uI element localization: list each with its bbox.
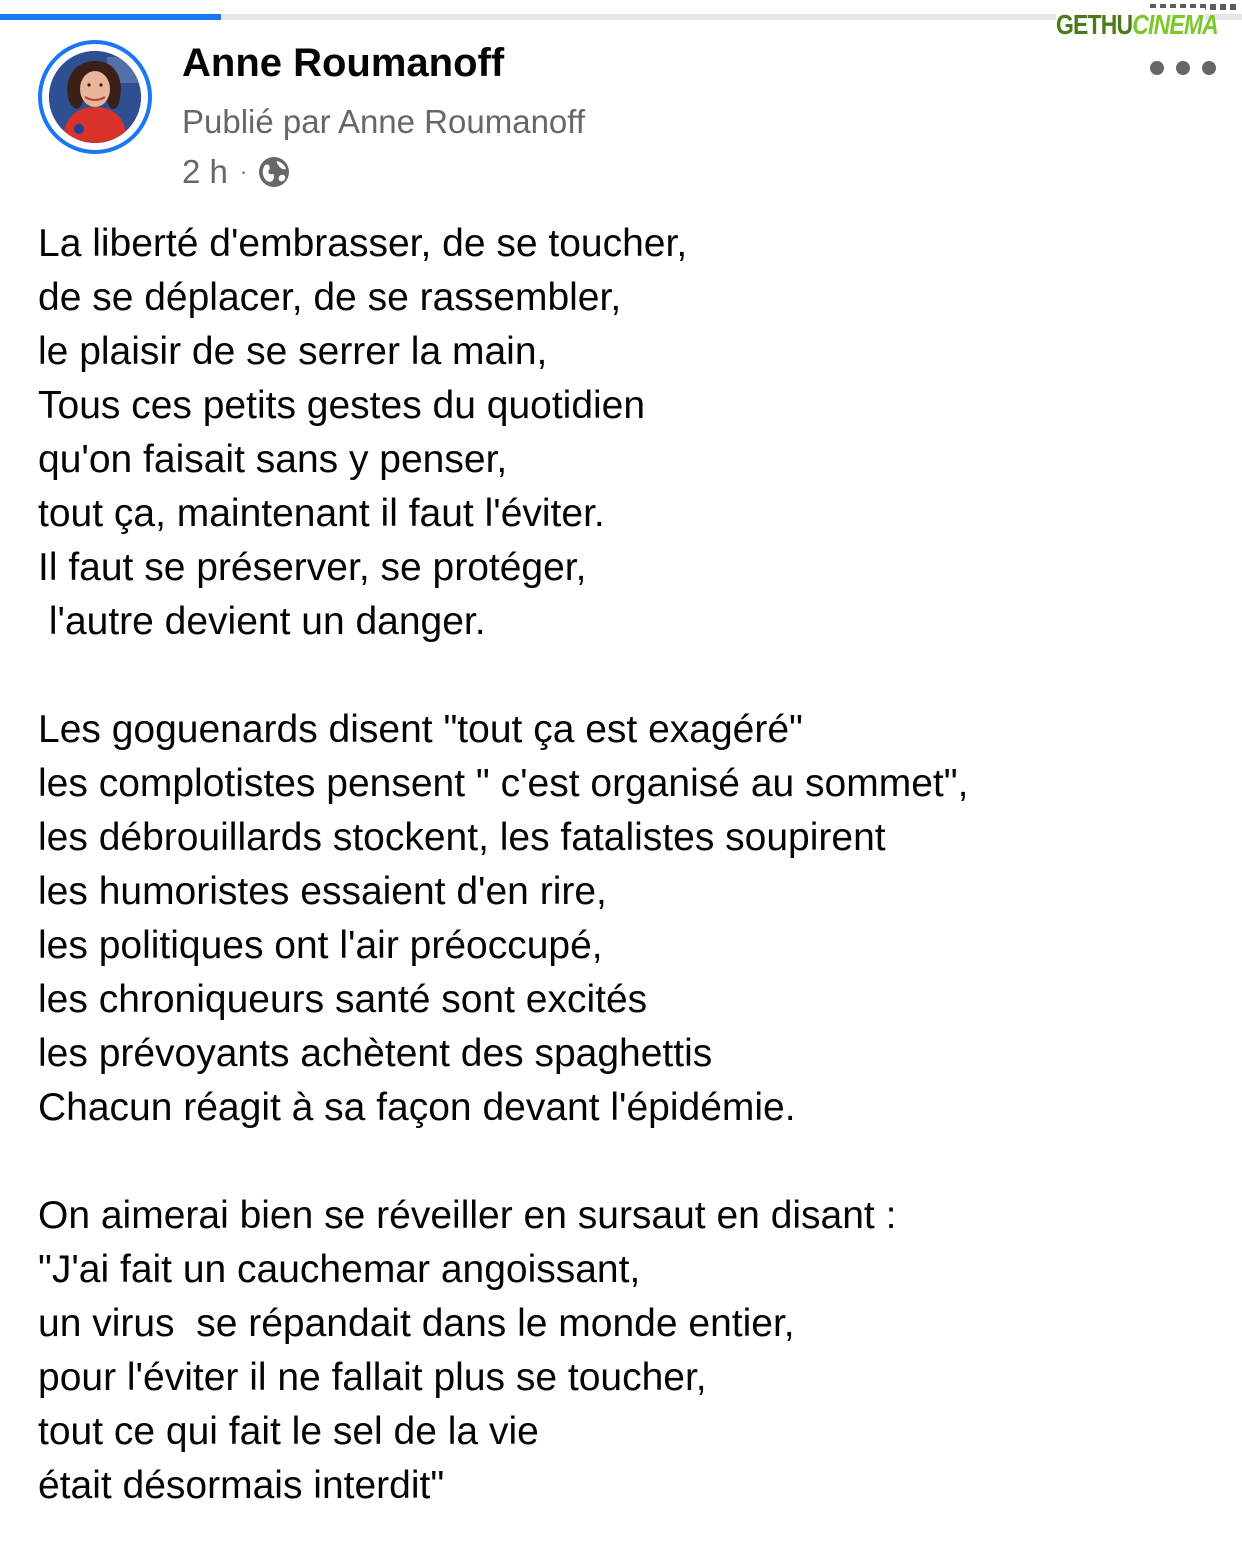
poem-line: tout ça, maintenant il faut l'éviter. <box>38 492 605 535</box>
stanza <box>38 703 1218 1135</box>
stanza <box>38 217 1218 649</box>
poem-line: "J'ai fait un cauchemar angoissant, <box>38 1248 641 1291</box>
author-avatar[interactable] <box>38 40 152 154</box>
poem-line: qu'on faisait sans y penser, <box>38 438 508 481</box>
poem-line: les complotistes pensent " c'est organisé au sommet", <box>38 762 969 805</box>
poem-line: Les goguenards disent "tout ça est exagéré" <box>38 708 803 751</box>
poem-line: un virus se répandait dans le monde entier, <box>38 1302 795 1345</box>
poem-line: On aimerai bien se réveiller en sursaut en disant : <box>38 1194 897 1237</box>
more-dot <box>1150 61 1164 75</box>
meta-separator: · <box>239 159 248 184</box>
avatar-portrait-icon <box>49 51 141 143</box>
globe-icon[interactable] <box>257 155 291 189</box>
watermark-logo <box>1056 8 1218 42</box>
poem-line: les débrouillards stockent, les fatalistes soupirent <box>38 816 886 859</box>
watermark-text-a: GETHU <box>1056 9 1133 40</box>
poem-line: Tous ces petits gestes du quotidien <box>38 384 646 427</box>
story-progress-fill <box>0 14 221 20</box>
poem-line: de se déplacer, de se rassembler, <box>38 276 622 319</box>
poem-line: La liberté d'embrasser, de se toucher, <box>38 222 688 265</box>
post-meta <box>182 152 291 192</box>
poem-line: était désormais interdit" <box>38 1464 445 1507</box>
poem-line: les humoristes essaient d'en rire, <box>38 870 607 913</box>
avatar-photo <box>49 51 141 143</box>
poem-line: pour l'éviter il ne fallait plus se toucher, <box>38 1356 707 1399</box>
post-timestamp[interactable]: 2 h <box>182 153 228 190</box>
published-by-label: Publié par Anne Roumanoff <box>182 103 586 140</box>
poem-line: Il faut se préserver, se protéger, <box>38 546 587 589</box>
poem-line: tout ce qui fait le sel de la vie <box>38 1410 539 1453</box>
poem-line: le plaisir de se serrer la main, <box>38 330 548 373</box>
poem-line: les chroniqueurs santé sont excités <box>38 978 648 1021</box>
watermark-text-b: CINEMA <box>1132 9 1218 40</box>
author-name[interactable]: Anne Roumanoff <box>182 41 505 85</box>
poem-line: les prévoyants achètent des spaghettis <box>38 1032 713 1075</box>
more-dot <box>1176 61 1190 75</box>
poem-line: les politiques ont l'air préoccupé, <box>38 924 603 967</box>
post-text <box>38 217 1218 1513</box>
stanza <box>38 1189 1218 1513</box>
more-dot <box>1202 61 1216 75</box>
more-options-icon[interactable] <box>1150 54 1216 82</box>
poem-line: Chacun réagit à sa façon devant l'épidémie. <box>38 1086 796 1129</box>
poem-line: l'autre devient un danger. <box>38 600 486 643</box>
